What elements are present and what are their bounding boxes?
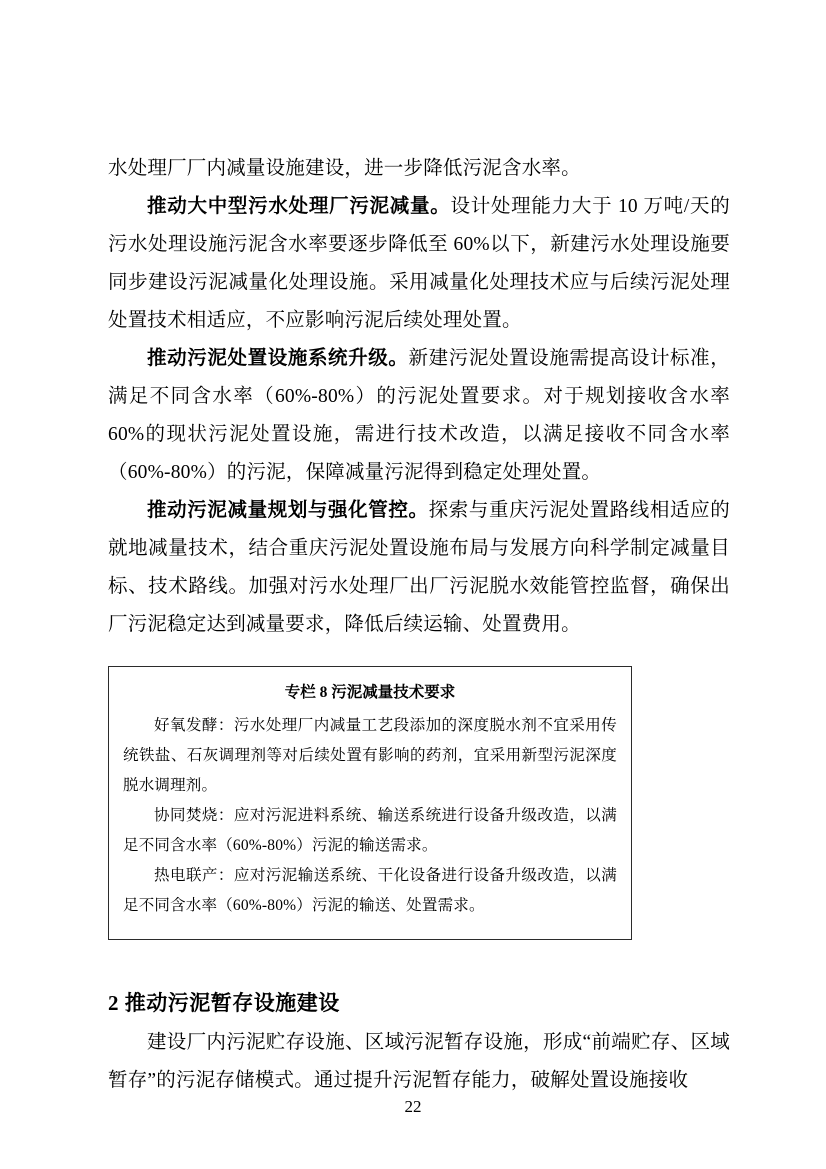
- callout-body-cogeneration: 应对污泥输送系统、干化设备进行设备升级改造，以满足不同含水率（60%-80%）污泥的输送、处置需求。: [123, 867, 617, 914]
- callout-item-cogeneration: [123, 861, 617, 921]
- callout-lead-coincineration: 协同焚烧：: [154, 807, 234, 824]
- paragraph-planning-control: [108, 492, 730, 644]
- callout-lead-aerobic: 好氧发酵：: [154, 717, 234, 734]
- callout-body-aerobic: 污水处理厂内减量工艺段添加的深度脱水剂不宜采用传统铁盐、石灰调理剂等对后续处置有影响的药剂，宜采用新型污泥深度脱水调理剂。: [123, 717, 617, 794]
- page-number: 22: [404, 1097, 422, 1116]
- callout-body-coincineration: 应对污泥进料系统、输送系统进行设备升级改造，以满足不同含水率（60%-80%）污泥的输送需求。: [123, 807, 617, 854]
- paragraph-sludge-storage: 建设厂内污泥贮存设施、区域污泥暂存设施，形成“前端贮存、区域暂存”的污泥存储模式。通过提升污泥暂存能力，破解处置设施接收: [108, 1032, 730, 1091]
- section-heading-sludge-storage: 2 推动污泥暂存设施建设: [108, 991, 340, 1015]
- callout-item-aerobic: [123, 711, 617, 801]
- paragraph-lead-medium-large-plants: 推动大中型污水处理厂污泥减量。: [147, 196, 451, 217]
- paragraph-facility-upgrade: [108, 340, 730, 492]
- paragraph-continued: 水处理厂厂内减量设施建设，进一步降低污泥含水率。: [108, 158, 581, 179]
- paragraph-lead-facility-upgrade: 推动污泥处置设施系统升级。: [147, 348, 409, 369]
- paragraph-body-medium-large-plants: 设计处理能力大于 10 万吨/天的污水处理设施污泥含水率要逐步降低至 60%以下，新建污水处理设施要同步建设污泥减量化处理设施。采用减量化处理技术应与后续污泥处理处置技术相适应，不应影响污泥后续处理处置。: [108, 196, 730, 331]
- paragraph-body-facility-upgrade: 新建污泥处置设施需提高设计标准，满足不同含水率（60%-80%）的污泥处置要求。对于规划接收含水率 60%的现状污泥处置设施，需进行技术改造，以满足接收不同含水率（60%-80%）的污泥，保障减量污泥得到稳定处理处置。: [108, 348, 730, 483]
- paragraph-body-planning-control: 探索与重庆污泥处置路线相适应的就地减量技术，结合重庆污泥处置设施布局与发展方向科学制定减量目标、技术路线。加强对污水处理厂出厂污泥脱水效能管控监督，确保出厂污泥稳定达到减量要求，降低后续运输、处置费用。: [108, 500, 730, 635]
- paragraph-medium-large-plants: [108, 188, 730, 340]
- callout-lead-cogeneration: 热电联产：: [154, 867, 234, 884]
- callout-box: [108, 666, 632, 940]
- paragraph-lead-planning-control: 推动污泥减量规划与强化管控。: [147, 500, 429, 521]
- callout-title: 专栏 8 污泥减量技术要求: [284, 684, 456, 701]
- callout-item-coincineration: [123, 801, 617, 861]
